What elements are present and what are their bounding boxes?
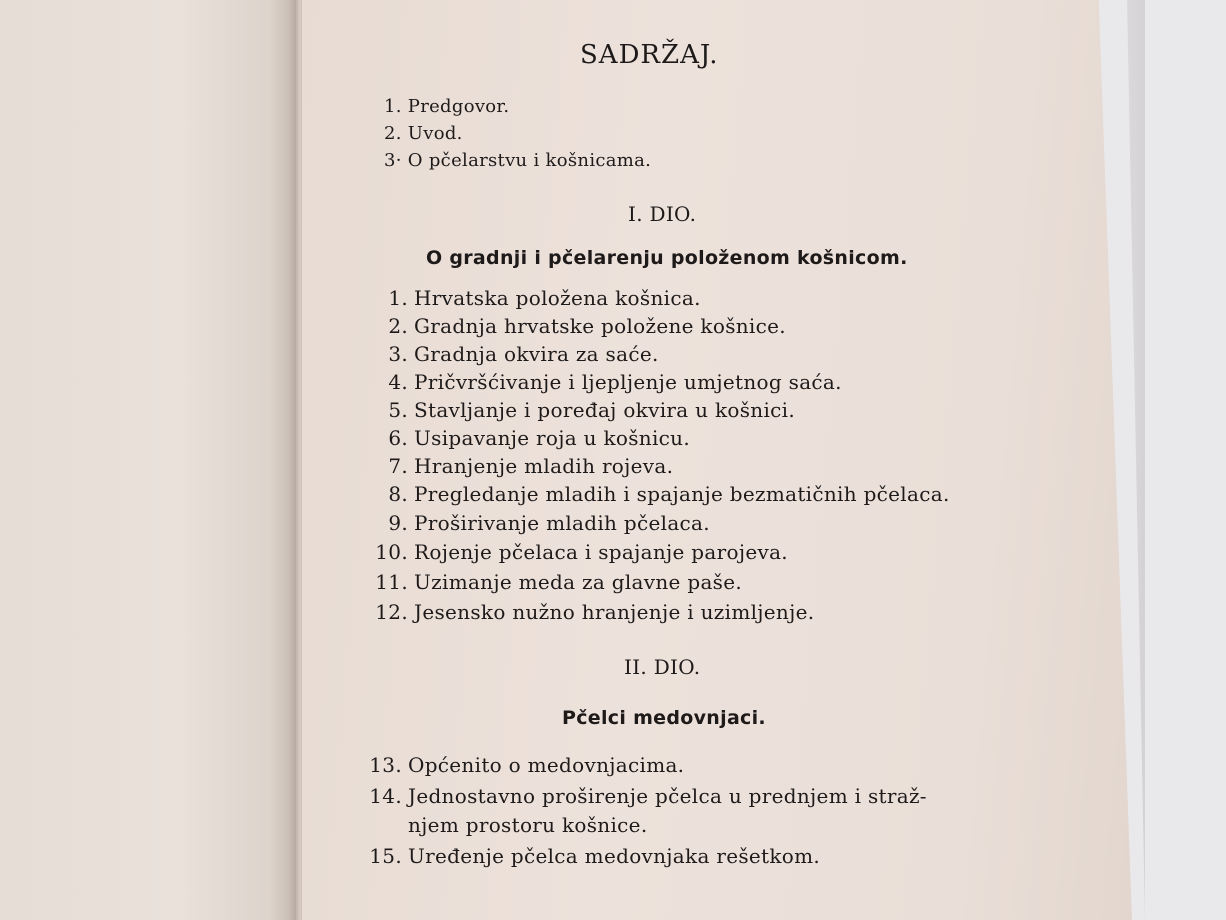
page-title: SADRŽAJ. xyxy=(580,40,719,70)
list-item: 12. Jesensko nužno hranjenje i uzimljenje. xyxy=(375,600,815,624)
list-item: 11. Uzimanje meda za glavne paše. xyxy=(375,570,743,594)
list-item: 1. Predgovor. xyxy=(384,96,510,117)
list-item: 6. Usipavanje roja u košnicu. xyxy=(388,426,691,450)
section-heading: O gradnji i pčelarenju položenom košnicom. xyxy=(426,247,908,269)
list-item: 15. Uređenje pčelca medovnjaka rešetkom. xyxy=(369,844,821,868)
list-item: 1. Hrvatska položena košnica. xyxy=(388,286,701,310)
list-item: 2. Uvod. xyxy=(384,123,463,144)
section-heading: Pčelci medovnjaci. xyxy=(562,707,766,729)
list-item: 3. Gradnja okvira za saće. xyxy=(388,342,659,366)
list-item: 9. Proširivanje mladih pčelaca. xyxy=(388,511,710,535)
list-item: 10. Rojenje pčelaca i spajanje parojeva. xyxy=(375,540,788,564)
list-item: 3· O pčelarstvu i košnicama. xyxy=(384,150,652,171)
list-item: njem prostoru košnice. xyxy=(408,813,648,837)
section-label: I. DIO. xyxy=(628,202,697,226)
section-label: II. DIO. xyxy=(624,655,701,679)
list-item: 8. Pregledanje mladih i spajanje bezmatičnih pčelaca. xyxy=(388,482,950,506)
list-item: 7. Hranjenje mladih rojeva. xyxy=(388,454,674,478)
list-item: 5. Stavljanje i poređaj okvira u košnici. xyxy=(388,398,796,422)
left-page xyxy=(0,0,300,920)
list-item: 14. Jednostavno proširenje pčelca u prednjem i straž- xyxy=(369,784,927,808)
list-item: 2. Gradnja hrvatske položene košnice. xyxy=(388,314,786,338)
list-item: 13. Općenito o medovnjacima. xyxy=(369,753,685,777)
list-item: 4. Pričvršćivanje i ljepljenje umjetnog saća. xyxy=(388,370,842,394)
